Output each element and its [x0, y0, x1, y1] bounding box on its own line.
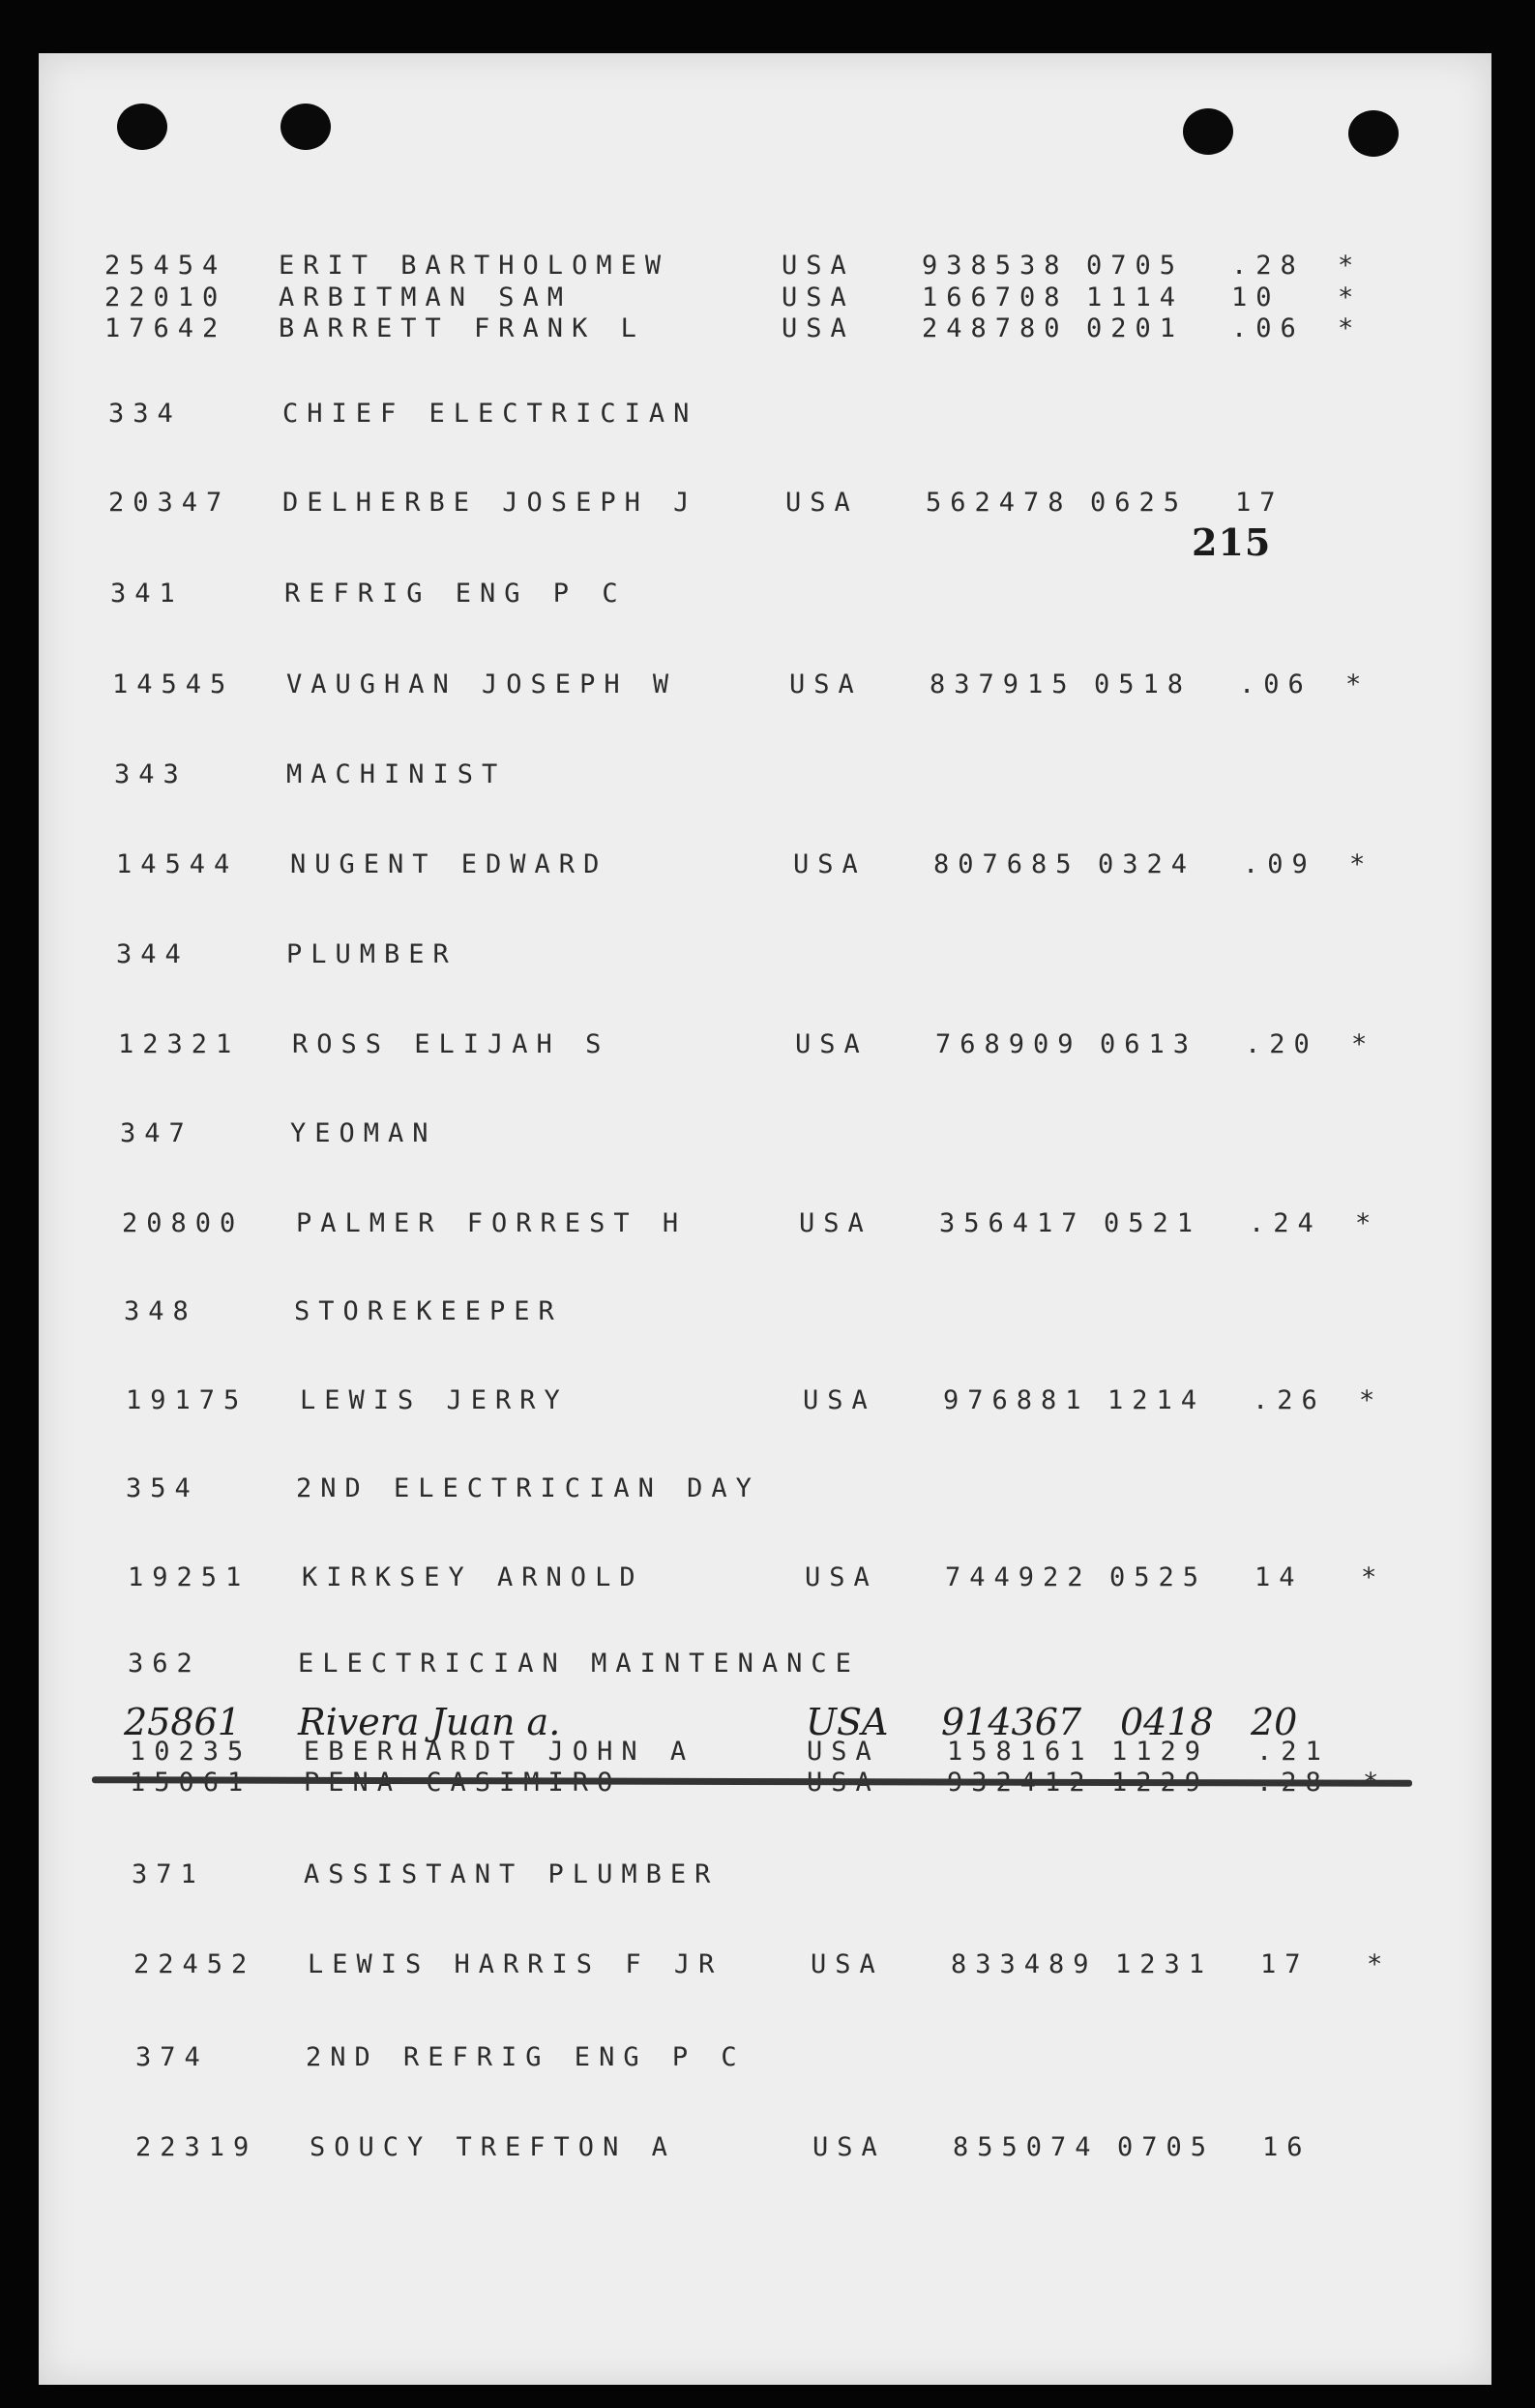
- employee-name: KIRKSEY ARNOLD: [302, 1562, 644, 1592]
- value: .26: [1253, 1385, 1326, 1415]
- section-heading: [116, 938, 987, 971]
- section-title: ASSISTANT PLUMBER: [304, 1859, 720, 1889]
- date-code: 1129: [1111, 1737, 1210, 1767]
- date-code: 1114: [1086, 282, 1185, 312]
- section-code: 348: [124, 1296, 197, 1326]
- section-heading: [132, 1858, 1002, 1891]
- employee-name: DELHERBE JOSEPH J: [282, 488, 698, 518]
- employee-name: SOUCY TREFTON A: [310, 2132, 676, 2162]
- section-heading: [108, 398, 979, 431]
- section-code: 347: [120, 1118, 193, 1148]
- section-heading: [128, 1648, 1095, 1680]
- handwritten-name: Rivera Juan a.: [298, 1701, 561, 1743]
- section-title: REFRIG ENG P C: [284, 579, 627, 609]
- citizenship: USA: [812, 2132, 886, 2162]
- section-code: 362: [128, 1649, 201, 1679]
- crew-entry-row: [130, 1736, 1435, 1769]
- employee-name: BARRETT FRANK L: [279, 313, 645, 343]
- record-number: 807685: [933, 849, 1080, 879]
- section-code: 334: [108, 399, 182, 429]
- asterisk-mark: *: [1351, 1029, 1376, 1059]
- asterisk-mark: *: [1338, 251, 1363, 281]
- employee-id: 17642: [104, 313, 227, 343]
- employee-id: 10235: [130, 1737, 252, 1767]
- date-code: 0525: [1109, 1562, 1208, 1592]
- employee-name: NUGENT EDWARD: [290, 849, 608, 879]
- employee-name: VAUGHAN JOSEPH W: [286, 669, 678, 699]
- section-title: PLUMBER: [286, 939, 458, 969]
- date-code: 0705: [1086, 251, 1185, 281]
- record-number: 166708: [922, 282, 1069, 312]
- citizenship: USA: [805, 1562, 878, 1592]
- citizenship: USA: [807, 1737, 880, 1767]
- record-number: 855074: [953, 2132, 1100, 2162]
- section-code: 344: [116, 939, 190, 969]
- employee-id: 19251: [128, 1562, 251, 1592]
- handwritten-number: 914367: [941, 1701, 1082, 1743]
- asterisk-mark: *: [1345, 669, 1371, 699]
- asterisk-mark: *: [1367, 1949, 1392, 1979]
- employee-id: 20800: [122, 1208, 245, 1238]
- citizenship: USA: [799, 1208, 872, 1238]
- employee-id: 14545: [112, 669, 235, 699]
- employee-id: 19175: [126, 1385, 249, 1415]
- date-code: 0518: [1094, 669, 1193, 699]
- citizenship: USA: [795, 1029, 869, 1059]
- date-code: 0324: [1098, 849, 1196, 879]
- section-code: 343: [114, 759, 188, 789]
- value: 16: [1262, 2132, 1312, 2162]
- record-number: 768909: [935, 1029, 1082, 1059]
- punch-hole: [117, 104, 167, 150]
- value: .24: [1249, 1208, 1322, 1238]
- employee-name: LEWIS JERRY: [300, 1385, 569, 1415]
- value: 10: [1231, 282, 1281, 312]
- employee-name: LEWIS HARRIS F JR: [308, 1949, 723, 1979]
- section-title: YEOMAN: [290, 1118, 437, 1148]
- section-heading: [126, 1472, 996, 1505]
- employee-name: ARBITMAN SAM: [279, 282, 573, 312]
- record-number: 938538: [922, 251, 1069, 281]
- section-heading: [120, 1117, 990, 1150]
- value: .06: [1239, 669, 1313, 699]
- handwritten-value: 20: [1251, 1701, 1298, 1743]
- section-code: 371: [132, 1859, 205, 1889]
- crew-entry-row: [104, 312, 1410, 345]
- value: .28: [1231, 251, 1305, 281]
- punch-hole: [1348, 110, 1399, 157]
- crew-entry-row: [135, 2131, 1441, 2164]
- crew-entry-row: [118, 1028, 1424, 1061]
- record-number: 562478: [926, 488, 1073, 518]
- value: 17: [1235, 488, 1284, 518]
- date-code: 1214: [1107, 1385, 1206, 1415]
- citizenship: USA: [782, 313, 855, 343]
- citizenship: USA: [785, 488, 859, 518]
- section-title: STOREKEEPER: [294, 1296, 563, 1326]
- value: .09: [1243, 849, 1316, 879]
- crew-entry-row: [112, 669, 1418, 701]
- employee-id: 12321: [118, 1029, 241, 1059]
- asterisk-mark: *: [1355, 1208, 1380, 1238]
- record-number: 837915: [930, 669, 1077, 699]
- handwritten-citizenship: USA: [806, 1701, 889, 1743]
- section-title: 2ND ELECTRICIAN DAY: [296, 1473, 760, 1503]
- record-number: 248780: [922, 313, 1069, 343]
- employee-name: EBERHARDT JOHN A: [304, 1737, 695, 1767]
- value: 14: [1255, 1562, 1304, 1592]
- section-code: 341: [110, 579, 184, 609]
- page-number-stamp: 215: [1192, 520, 1272, 564]
- citizenship: USA: [782, 282, 855, 312]
- section-heading: [114, 758, 985, 791]
- record-number: 356417: [939, 1208, 1086, 1238]
- citizenship: USA: [811, 1949, 884, 1979]
- employee-id: 22452: [133, 1949, 256, 1979]
- record-number: 744922: [945, 1562, 1092, 1592]
- section-code: 374: [135, 2042, 209, 2072]
- employee-id: 22010: [104, 282, 227, 312]
- record-number: 833489: [951, 1949, 1098, 1979]
- citizenship: USA: [793, 849, 867, 879]
- asterisk-mark: *: [1349, 849, 1374, 879]
- asterisk-mark: *: [1361, 1562, 1386, 1592]
- section-heading: [124, 1295, 994, 1328]
- handwritten-id: 25861: [124, 1701, 241, 1743]
- record-number: 976881: [943, 1385, 1090, 1415]
- employee-id: 20347: [108, 488, 231, 518]
- record-number: 158161: [947, 1737, 1094, 1767]
- crew-entry-row: [116, 848, 1422, 881]
- asterisk-mark: *: [1359, 1385, 1384, 1415]
- date-code: 0201: [1086, 313, 1185, 343]
- crew-entry-row: [104, 250, 1410, 282]
- value: .06: [1231, 313, 1305, 343]
- employee-name: ROSS ELIJAH S: [292, 1029, 610, 1059]
- asterisk-mark: *: [1338, 313, 1363, 343]
- section-title: MACHINIST: [286, 759, 507, 789]
- asterisk-mark: *: [1338, 282, 1363, 312]
- punch-hole: [280, 104, 331, 150]
- section-title: 2ND REFRIG ENG P C: [306, 2042, 746, 2072]
- value: .20: [1245, 1029, 1318, 1059]
- citizenship: USA: [782, 251, 855, 281]
- date-code: 0613: [1100, 1029, 1198, 1059]
- crew-entry-row: [108, 487, 1414, 520]
- citizenship: USA: [803, 1385, 876, 1415]
- section-heading: [135, 2041, 1006, 2074]
- section-title: ELECTRICIAN MAINTENANCE: [298, 1649, 860, 1679]
- section-title: CHIEF ELECTRICIAN: [282, 399, 698, 429]
- punch-hole: [1183, 108, 1233, 155]
- date-code: 0625: [1090, 488, 1189, 518]
- crew-entry-row: [126, 1384, 1432, 1417]
- value: .21: [1256, 1737, 1330, 1767]
- section-code: 354: [126, 1473, 199, 1503]
- employee-id: 14544: [116, 849, 239, 879]
- employee-name: PALMER FORREST H: [296, 1208, 688, 1238]
- employee-id: 22319: [135, 2132, 258, 2162]
- employee-name: ERIT BARTHOLOMEW: [279, 251, 670, 281]
- value: 17: [1260, 1949, 1310, 1979]
- citizenship: USA: [789, 669, 863, 699]
- date-code: 0705: [1117, 2132, 1216, 2162]
- crew-entry-row: [133, 1948, 1439, 1981]
- section-heading: [110, 578, 981, 610]
- crew-entry-row: [104, 282, 1410, 314]
- date-code: 0521: [1104, 1208, 1202, 1238]
- employee-id: 25454: [104, 251, 227, 281]
- crew-entry-row: [128, 1561, 1433, 1594]
- handwritten-date: 0418: [1120, 1701, 1214, 1743]
- date-code: 1231: [1115, 1949, 1214, 1979]
- crew-entry-row: [122, 1207, 1428, 1240]
